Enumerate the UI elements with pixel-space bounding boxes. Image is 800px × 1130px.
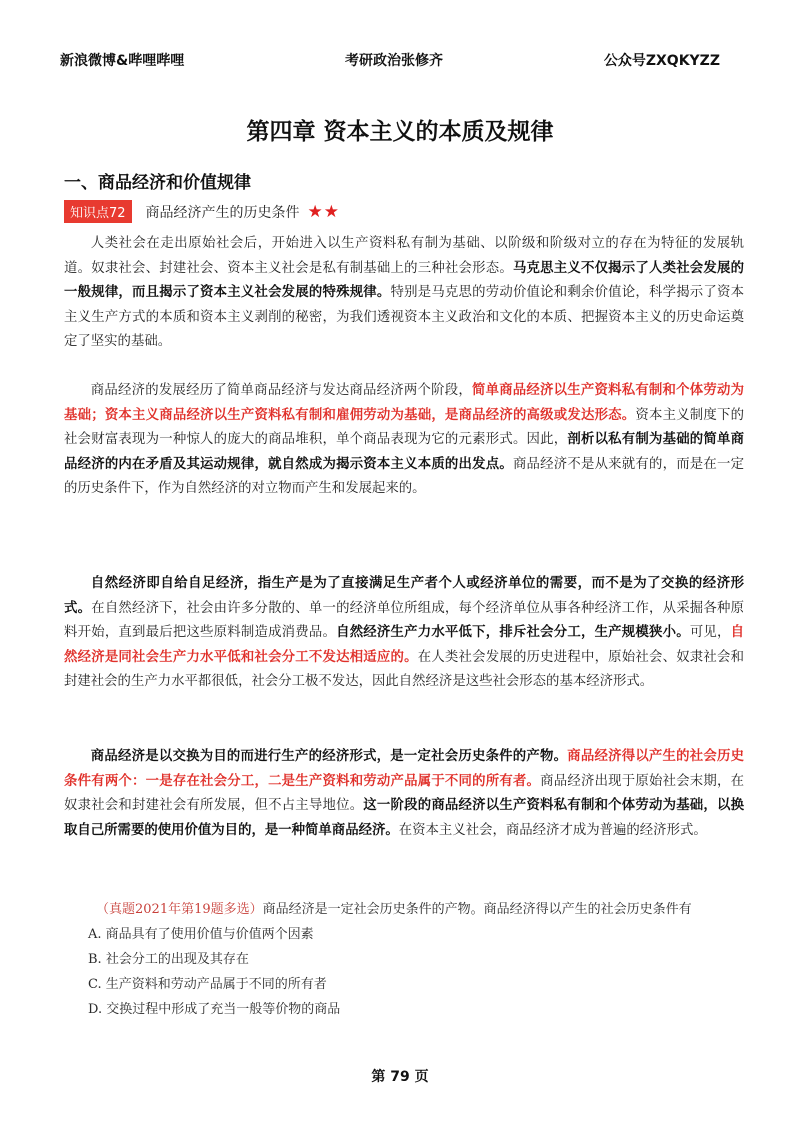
paragraph-2: [64, 379, 744, 502]
p3-text-3: 在人类社会发展的历史进程中，原始社会、奴隶社会和封建社会的生产力水平都很低，社会分工极不发达，因此自然经济是这些社会形态的基本经济形式。: [64, 649, 745, 689]
knowledge-point-title: 商品经济产生的历史条件: [145, 204, 300, 221]
p1-text-1: 人类社会在走出原始社会后，开始进入以生产资料私有制为基础、以阶级和阶级对立的存在为特征的发展轨道。奴隶社会、封建社会、资本主义社会是私有制基础上的三种社会形态。: [64, 236, 744, 276]
p4-text-2: 在资本主义社会，商品经济才成为普遍的经济形式。: [398, 822, 707, 838]
option-a: A. 商品具有了使用价值与价值两个因素: [88, 927, 314, 942]
chapter-title: 第四章 资本主义的本质及规律: [246, 119, 554, 145]
p4-text-1: 商品经济出现于原始社会末期，在奴隶社会和封建社会有所发展，但不占主导地位。: [64, 773, 745, 813]
section-title: 一、商品经济和价值规律: [64, 173, 251, 193]
knowledge-point-row: [64, 200, 340, 223]
p4-highlight-1: 商品经济得以产生的社会历史条件有两个：一是存在社会分工，二是生产资料和劳动产品属于不同的所有者。: [64, 749, 744, 789]
exam-question: [70, 898, 740, 1022]
p2-text-3: 商品经济不是从来就有的，而是在一定的历史条件下，作为自然经济的对立物而产生和发展起来的。: [64, 456, 745, 496]
question-source: （真题2021年第19题多选）: [96, 902, 263, 917]
page-header: [60, 50, 720, 70]
header-center: 考研政治张修齐: [345, 53, 444, 69]
p1-bold-1: 马克思主义不仅揭示了人类社会发展的一般规律，而且揭示了资本主义社会发展的特殊规律。: [64, 260, 745, 300]
p3-highlight-1: 自然经济是同社会生产力水平低和社会分工不发达相适应的。: [64, 625, 745, 665]
p3-text-2: 可见，: [689, 625, 731, 640]
option-d: D. 交换过程中形成了充当一般等价物的商品: [88, 1002, 341, 1017]
header-right: 公众号ZXQKYZZ: [603, 53, 720, 69]
paragraph-3: [64, 572, 744, 695]
question-stem: [70, 898, 740, 922]
p2-text-1: 商品经济的发展经历了简单商品经济与发达商品经济两个阶段，: [90, 383, 472, 398]
p3-bold-1: 自然经济即自给自足经济，指生产是为了直接满足生产者个人或经济单位的需要，而不是为了交换的经济形式。: [64, 576, 744, 616]
option-c: C. 生产资料和劳动产品属于不同的所有者: [88, 977, 327, 992]
p3-text-1: 在自然经济下，社会由许多分散的、单一的经济单位所组成，每个经济单位从事各种经济工作，从采掘各种原料开始，直到最后把这些原料制造成消费品。: [64, 600, 745, 640]
p3-bold-2: 自然经济生产力水平低下，排斥社会分工，生产规模狭小。: [336, 625, 690, 640]
p2-highlight-1: 简单商品经济以生产资料私有制和个体劳动为基础；资本主义商品经济以生产资料私有制和雇佣劳动为基础，是商品经济的高级或发达形态。: [64, 383, 745, 423]
p4-bold-1: 商品经济是以交换为目的而进行生产的经济形式，是一定社会历史条件的产物。: [90, 749, 568, 764]
page-number: 第 79 页: [371, 1069, 429, 1085]
header-left: 新浪微博&哔哩哔哩: [60, 53, 185, 69]
option-b: B. 社会分工的出现及其存在: [88, 952, 249, 967]
paragraph-1: [64, 232, 744, 355]
p4-bold-2: 这一阶段的商品经济以生产资料私有制和个体劳动为基础，以换取自己所需要的使用价值为目的，是一种简单商品经济。: [64, 798, 745, 838]
p2-text-2: 资本主义制度下的社会财富表现为一种惊人的庞大的商品堆积，单个商品表现为它的元素形式。因此，: [64, 407, 745, 447]
star-rating-icon: ★★: [307, 201, 341, 222]
knowledge-point-badge: 知识点72: [64, 200, 132, 223]
question-stem-text: 商品经济是一定社会历史条件的产物。商品经济得以产生的社会历史条件有: [262, 902, 692, 917]
p1-text-2: 特别是马克思的劳动价值论和剩余价值论，科学揭示了资本主义生产方式的本质和资本主义剥削的秘密，为我们透视资本主义政治和文化的本质、把握资本主义的历史命运奠定了坚实的基础。: [64, 285, 745, 349]
paragraph-4: [64, 745, 744, 843]
p2-bold-1: 剖析以私有制为基础的简单商品经济的内在矛盾及其运动规律，就自然成为揭示资本主义本质的出发点。: [64, 432, 745, 472]
